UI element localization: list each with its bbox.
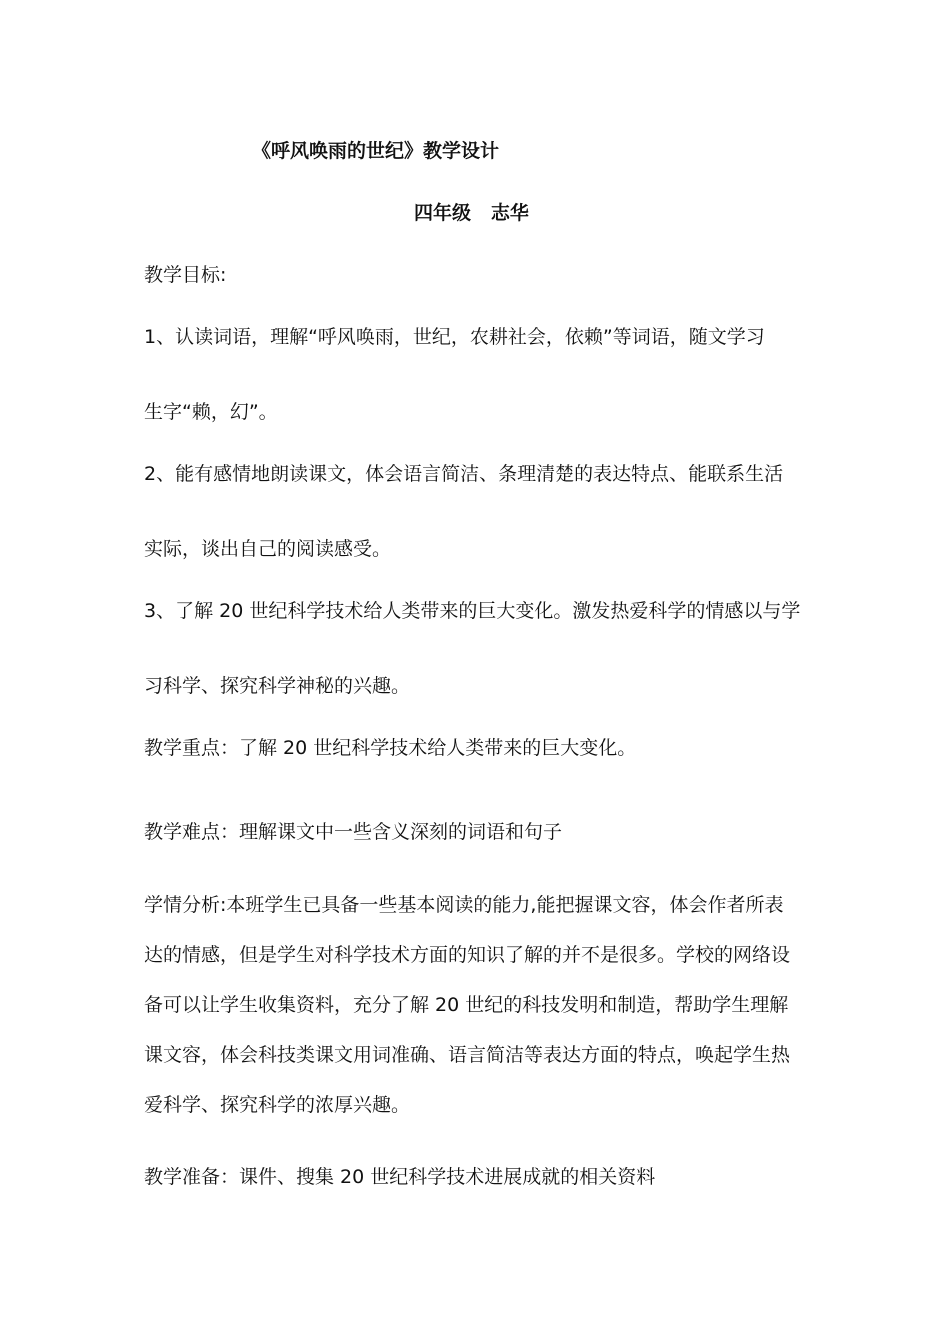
preparation: 教学准备：课件、搜集 20 世纪科学技术进展成就的相关资料 xyxy=(144,1166,656,1188)
analysis-line-3: 备可以让学生收集资料，充分了解 20 世纪的科技发明和制造，帮助学生理解 xyxy=(144,994,789,1016)
objective-2-line-2: 实际，谈出自己的阅读感受。 xyxy=(144,538,392,560)
key-point: 教学重点：了解 20 世纪科学技术给人类带来的巨大变化。 xyxy=(144,737,637,759)
objective-3-line-2: 习科学、探究科学神秘的兴趣。 xyxy=(144,675,411,697)
objective-2-line-1: 2、能有感情地朗读课文，体会语言简洁、条理清楚的表达特点、能联系生活 xyxy=(144,463,784,485)
analysis-line-1: 学情分析:本班学生已具备一些基本阅读的能力,能把握课文容，体会作者所表 xyxy=(144,894,784,916)
analysis-line-4: 课文容，体会科技类课文用词准确、语言简洁等表达方面的特点，唤起学生热 xyxy=(144,1044,791,1066)
objectives-heading: 教学目标: xyxy=(144,264,227,286)
objective-1-line-2: 生字“赖，幻”。 xyxy=(144,401,278,423)
analysis-line-2: 达的情感，但是学生对科学技术方面的知识了解的并不是很多。学校的网络设 xyxy=(144,944,791,966)
analysis-line-5: 爱科学、探究科学的浓厚兴趣。 xyxy=(144,1094,411,1116)
author-line: 四年级 志华 xyxy=(414,202,529,224)
objective-3-line-1: 3、了解 20 世纪科学技术给人类带来的巨大变化。激发热爱科学的情感以与学 xyxy=(144,600,801,622)
document-title: 《呼风唤雨的世纪》教学设计 xyxy=(252,140,500,162)
objective-1-line-1: 1、认读词语，理解“呼风唤雨，世纪，农耕社会，依赖”等词语，随文学习 xyxy=(144,326,765,348)
difficulty: 教学难点：理解课文中一些含义深刻的词语和句子 xyxy=(144,821,563,843)
